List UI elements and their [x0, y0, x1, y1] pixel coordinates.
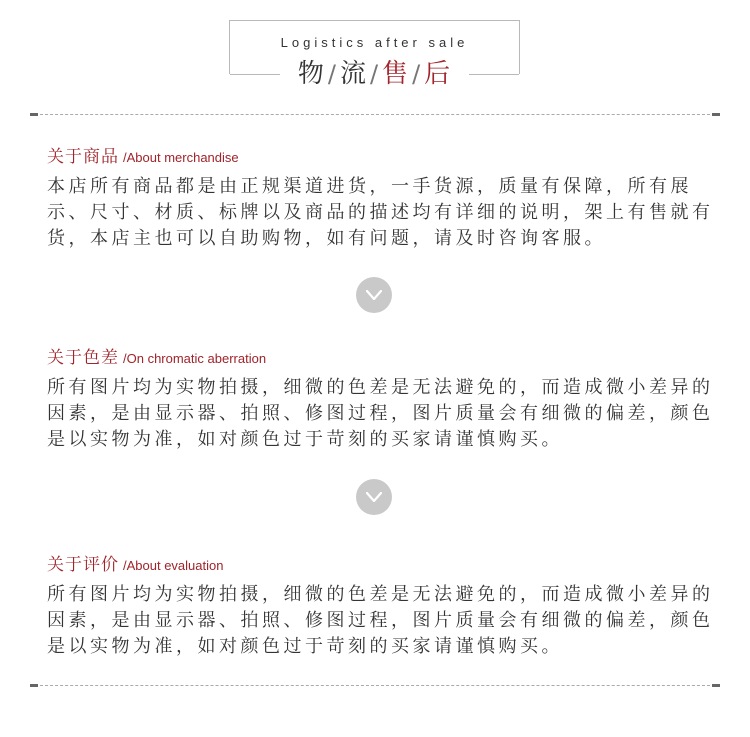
title-separator-1: / [327, 60, 337, 88]
title-chinese [298, 56, 451, 92]
section-body: 所有图片均为实物拍摄，细微的色差是无法避免的，而造成微小差异的因素，是由显示器、拍照、修图过程，图片质量会有细微的偏差，颜色是以实物为准，如对颜色过于苛刻的买家请谨慎购买。 [47, 377, 714, 450]
section-body: 本店所有商品都是由正规渠道进货，一手货源，质量有保障，所有展示、尺寸、材质、标牌以及商品的描述均有详细的说明，架上有售就有货，本店主也可以自助购物，如有问题，请及时咨询客服。 [47, 176, 714, 249]
section-evaluation [47, 554, 737, 660]
section-title-cn: 关于评价 [47, 555, 119, 575]
bottom-divider [30, 685, 720, 686]
title-char-2: 流 [339, 59, 367, 89]
section-title-en: /On chromatic aberration [123, 351, 267, 366]
divider-end-left [30, 684, 38, 687]
chevron-down-icon [356, 277, 392, 313]
section-heading [47, 554, 737, 577]
title-char-3: 售 [382, 59, 410, 89]
title-char-1: 物 [297, 59, 325, 89]
title-separator-2: / [369, 60, 380, 88]
section-title-cn: 关于商品 [47, 147, 119, 167]
title-left-line [230, 74, 280, 75]
title-separator-3: / [412, 60, 422, 88]
section-body: 所有图片均为实物拍摄，细微的色差是无法避免的，而造成微小差异的因素，是由显示器、拍照、修图过程，图片质量会有细微的偏差，颜色是以实物为准，如对颜色过于苛刻的买家请谨慎购买。 [47, 584, 714, 657]
section-chromatic-aberration [47, 347, 737, 453]
divider-end-right [712, 684, 720, 687]
section-title-en: /About evaluation [123, 558, 224, 573]
section-heading [47, 146, 737, 169]
title-right-line [469, 74, 519, 75]
section-title-en: /About merchandise [123, 150, 239, 165]
divider-end-right [712, 113, 720, 116]
section-title-cn: 关于色差 [47, 348, 119, 368]
divider-end-left [30, 113, 38, 116]
title-chinese-row [205, 56, 544, 92]
section-heading [47, 347, 737, 370]
section-merchandise [47, 146, 737, 252]
title-english: Logistics after sale [280, 35, 469, 50]
title-char-4: 后 [424, 59, 452, 89]
top-divider [30, 114, 720, 115]
chevron-down-icon [356, 479, 392, 515]
